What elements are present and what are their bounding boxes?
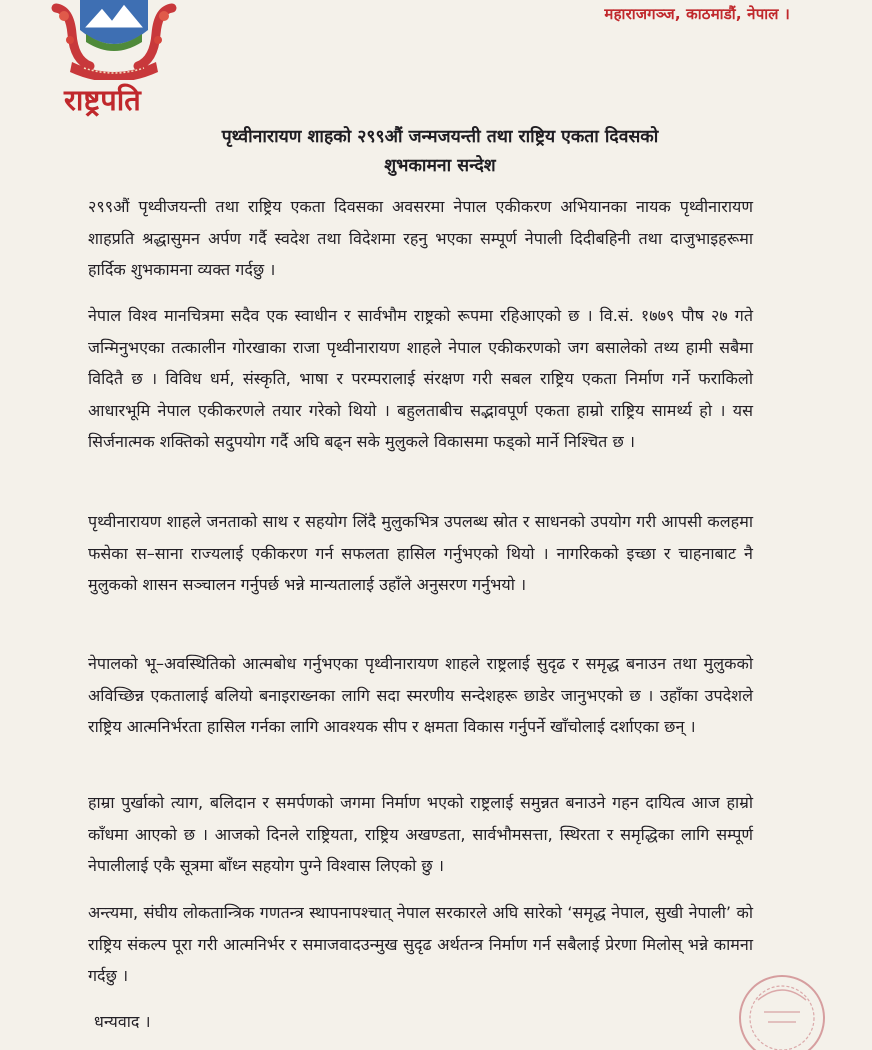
body-paragraph-3: पृथ्वीनारायण शाहले जनताको साथ र सहयोग लिंदै मुलुकभित्र उपलब्ध स्रोत र साधनको उपयोग गरी आपसी कलहमा फसेका स–साना राज्यलाई एकीकरण गर्न सफलता हासिल गर्नुभएको थियो । नागरिकको इच्छा र चाहनाबाट नै मुलुकको शासन सञ्चालन गर्नुपर्छ भन्ने मान्यतालाई उहाँले अनुसरण गर्नुभयो । bbox=[88, 512, 753, 594]
letter-title-line-1: पृथ्वीनारायण शाहको २९९औं जन्मजयन्ती तथा राष्ट्रिय एकता दिवसको bbox=[221, 127, 659, 147]
official-seal-icon bbox=[712, 960, 842, 1050]
body-paragraph-6: अन्त्यमा, संघीय लोकतान्त्रिक गणतन्त्र स्थापनापश्चात् नेपाल सरकारले अघि सारेको ‘समृद्ध नेपाल, सुखी नेपाली’ को राष्ट्रिय संकल्प पूरा गरी आत्मनिर्भर र समाजवादउन्मुख सुदृढ अर्थतन्त्र निर्माण गर्न सबैलाई प्रेरणा मिलोस् भन्ने कामना गर्दछु । bbox=[88, 903, 753, 985]
office-title: राष्ट्रपति bbox=[64, 83, 141, 117]
body-paragraph-4: नेपालको भू–अवस्थितिको आत्मबोध गर्नुभएका पृथ्वीनारायण शाहले राष्ट्रलाई सुदृढ र समृद्ध बनाउन तथा मुलुकको अविच्छिन्न एकतालाई बलियो बनाइराख्नका लागि सदा स्मरणीय सन्देशहरू छाडेर जानुभएको छ । उहाँका उपदेशले राष्ट्रिय आत्मनिर्भरता हासिल गर्नका लागि आवश्यक सीप र क्षमता विकास गर्नुपर्ने खाँचोलाई दर्शाएका छन् । bbox=[88, 654, 753, 736]
nepal-coat-of-arms-icon bbox=[50, 0, 178, 80]
body-paragraph-2: नेपाल विश्व मानचित्रमा सदैव एक स्वाधीन र सार्वभौम राष्ट्रको रूपमा रहिआएको छ । वि.सं. १७७९ पौष २७ गते जन्मिनुभएका तत्कालीन गोरखाका राजा पृथ्वीनारायण शाहले नेपाल एकीकरणको जग बसालेको तथ्य हामी सबैमा विदितै छ । विविध धर्म, संस्कृति, भाषा र परम्परालाई संरक्षण गरी सबल राष्ट्रिय एकता निर्माण गर्ने फराकिलो आधारभूमि नेपाल एकीकरणले तयार गरेको थियो । बहुलताबीच सद्भावपूर्ण एकता हाम्रो राष्ट्रिय सामर्थ्य हो । यस सिर्जनात्मक शक्तिको सदुपयोग गर्दै अघि बढ्न सके मुलुकले विकासमा फड्को मार्ने निश्चित छ । bbox=[88, 306, 753, 451]
closing-thanks: धन्यवाद । bbox=[94, 1012, 151, 1031]
letter-title-line-2: शुभकामना सन्देश bbox=[384, 156, 496, 176]
office-address: महाराजगञ्ज, काठमाडौं, नेपाल । bbox=[604, 5, 790, 23]
body-paragraph-5: हाम्रा पुर्खाको त्याग, बलिदान र समर्पणको जगमा निर्माण भएको राष्ट्रलाई समुन्नत बनाउने गहन दायित्व आज हाम्रो काँधमा आएको छ । आजको दिनले राष्ट्रियता, राष्ट्रिय अखण्डता, सार्वभौमसत्ता, स्थिरता र समृद्धिका लागि सम्पूर्ण नेपालीलाई एकै सूत्रमा बाँध्न सहयोग पुग्ने विश्वास लिएको छु । bbox=[88, 793, 753, 875]
body-paragraph-1: २९९औं पृथ्वीजयन्ती तथा राष्ट्रिय एकता दिवसका अवसरमा नेपाल एकीकरण अभियानका नायक पृथ्वीनारायण शाहप्रति श्रद्धासुमन अर्पण गर्दै स्वदेश तथा विदेशमा रहनु भएका सम्पूर्ण नेपाली दिदीबहिनी तथा दाजुभाइहरूमा हार्दिक शुभकामना व्यक्त गर्दछु । bbox=[88, 197, 753, 279]
